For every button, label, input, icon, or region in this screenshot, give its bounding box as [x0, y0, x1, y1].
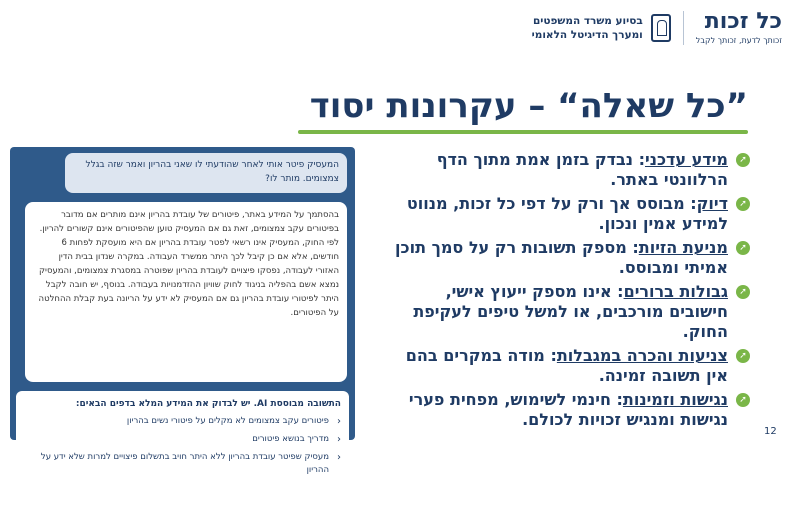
list-item — [395, 150, 750, 190]
principles-list — [395, 150, 750, 434]
ai-answer-bubble: בהסתמך על המידע באתר, פיטורים של עובדת בהריון אינם מותרים אם מדובר בפיטורים עקב צמצומים, זאת גם אם המעסיק טוען שהפיטורים אינם קשורים להריון. לפי החוק, המעסיק אינו רשאי לפטר עובדת בהריון אם היא מועסקת לפחות 6 חודשים, אלא אם כן קיבל לכך היתר ממשרד העבודה. במקרה שנדון בבית הדין האזורי לעבודה, נפסקו פיצויים לעובדת בהריון שפוטרה במסגרת צמצומים, והמעסיק נמצא אשם בהפליה בניגוד לחוק שוויון ההזדמנויות בעבודה. בנוסף, יש חובה לקבל היתר לפיטורי עובדת בהריון גם אם המעסיק לא ידע על הריונה בעת קבלת ההחלטה על הפיטורים. — [25, 202, 347, 382]
page-number: 12 — [764, 426, 777, 437]
arrow-icon: ➚ — [736, 393, 750, 407]
bullet-text: : מבוסס אך ורק על דפי כל זכות, מנווט למידע אמין ונכון. — [406, 194, 728, 233]
logo-divider — [683, 11, 684, 45]
bullet-term: מידע עדכני — [644, 150, 728, 169]
brand-name: כל זכות — [704, 9, 782, 34]
bullet-term: מניעת הזיות — [638, 238, 728, 257]
arrow-icon: ➚ — [736, 285, 750, 299]
source-link-label: מעסיק שפיטר עובדת בהריון ללא היתר חויב בתשלום פיצויים למרות שלא ידע על ההריון — [40, 452, 329, 475]
links-header: התשובה מבוססת AI. יש לבדוק את המידע המלא בדפים הבאים: — [75, 399, 341, 409]
ministry-line-1: בסיוע משרד המשפטים — [532, 14, 643, 27]
source-link[interactable] — [24, 451, 341, 477]
bullet-term: נגישות וזמינות — [622, 390, 728, 409]
bullet-term: גבולות ברורים — [623, 282, 728, 301]
source-link[interactable] — [24, 433, 341, 446]
arrow-icon: ➚ — [736, 349, 750, 363]
bullet-text: : נבדק בזמן אמת מתוך הדף הרלוונטי באתר. — [436, 150, 728, 189]
list-item — [395, 238, 750, 278]
source-link-label: פיטורים עקב צמצומים לא מקלים על פיטורי נשים בהריון — [126, 416, 329, 426]
bullet-text: : אינו מספק ייעוץ אישי, חישובים מורכבים, או למשל טיפים לעקיפת החוק. — [413, 282, 728, 341]
chevron-left-icon: ‹ — [337, 452, 341, 463]
state-emblem-icon — [651, 14, 671, 42]
list-item — [395, 194, 750, 234]
list-item — [395, 390, 750, 430]
brand-logo[interactable] — [696, 10, 782, 45]
bullet-term: דיוק — [696, 194, 728, 213]
user-message-bubble: המעסיק פיטר אותי לאחר שהודעתי לו שאני בהריון ואמר שזה בגלל צמצומים. מותר לו? — [65, 153, 347, 193]
source-link-label: מדריך בנושא פיטורים — [252, 434, 329, 444]
bullet-text: : מודה במקרים בהם אין תשובה זמינה. — [405, 346, 728, 385]
list-item — [395, 346, 750, 386]
arrow-icon: ➚ — [736, 153, 750, 167]
list-item — [395, 282, 750, 342]
source-link[interactable] — [24, 415, 341, 428]
bullet-text: : חינמי לשימוש, מפחית פערי נגישות ומנגיש זכויות לכולם. — [408, 390, 728, 429]
arrow-icon: ➚ — [736, 241, 750, 255]
slide-title: ”כל שאלה“ – עקרונות יסוד — [309, 86, 748, 126]
ministry-line-2: ומערך הדיגיטל הלאומי — [531, 28, 643, 41]
bullet-term: צניעות והכרה במגבלות — [556, 346, 728, 365]
chevron-left-icon: ‹ — [337, 416, 341, 427]
chevron-left-icon: ‹ — [337, 434, 341, 445]
title-underline — [298, 130, 748, 134]
source-links-box — [16, 391, 349, 531]
arrow-icon: ➚ — [736, 197, 750, 211]
ministry-credit — [532, 14, 643, 42]
brand-tagline: זכותך לדעת, זכותך לקבל — [695, 36, 782, 45]
chat-screenshot — [10, 147, 355, 475]
bullet-text: : מספק תשובות רק על סמך תוכן אמיתי ומבוסס. — [395, 238, 728, 277]
header-logos — [532, 10, 782, 45]
